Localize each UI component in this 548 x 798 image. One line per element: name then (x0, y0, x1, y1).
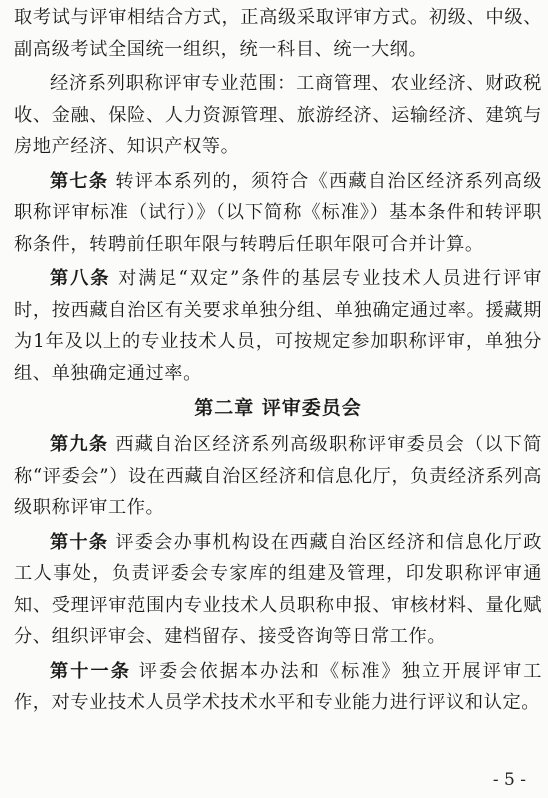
article-number: 第七条 (50, 170, 109, 192)
paragraph-professional-scope (14, 68, 542, 163)
paragraph-continuation (14, 2, 542, 65)
chapter-title: 第二章 评审委员会 (194, 397, 362, 419)
article-9 (14, 429, 542, 524)
document-page (14, 2, 542, 722)
page-number: - 5 - (492, 770, 526, 790)
paragraph-text: 取考试与评审相结合方式，正高级采取评审方式。初级、中级、副高级考试全国统一组织，统一科目、统一大纲。 (14, 7, 542, 60)
article-text: 评委会办事机构设在西藏自治区经济和信息化厅政工人事处，负责评委会专家库的组建及管理，印发职称评审通知、受理评审范围内专业技术人员职称申报、审核材料、量化赋分、组织评审会、建档留存、接受咨询等日常工作。 (14, 531, 542, 647)
article-number: 第十一条 (50, 660, 131, 682)
article-number: 第十条 (50, 531, 109, 553)
article-10 (14, 527, 542, 653)
article-text: 对满足“双定”条件的基层专业技术人员进行评审时，按西藏自治区有关要求单独分组、单独确定通过率。援藏期为1年及以上的专业技术人员，可按规定参加职称评审，单独分组、单独确定通过率。 (14, 268, 542, 384)
article-text: 转评本系列的，须符合《西藏自治区经济系列高级职称评审标准（试行）》（以下简称《标准》）基本条件和转评职称条件，转聘前任职年限与转聘后任职年限可合并计算。 (14, 170, 542, 255)
article-11 (14, 656, 542, 719)
article-number: 第八条 (50, 268, 111, 289)
article-text: 评委会依据本办法和《标准》独立开展评审工作，对专业技术人员学术技术水平和专业能力进行评议和认定。 (14, 660, 542, 713)
article-number: 第九条 (50, 434, 109, 455)
article-text: 西藏自治区经济系列高级职称评审委员会（以下简称“评委会”）设在西藏自治区经济和信息化厅，负责经济系列高级职称评审工作。 (14, 434, 542, 518)
article-8 (14, 263, 542, 389)
article-7 (14, 166, 542, 261)
paragraph-text: 经济系列职称评审专业范围：工商管理、农业经济、财政税收、金融、保险、人力资源管理、旅游经济、运输经济、建筑与房地产经济、知识产权等。 (14, 73, 542, 157)
